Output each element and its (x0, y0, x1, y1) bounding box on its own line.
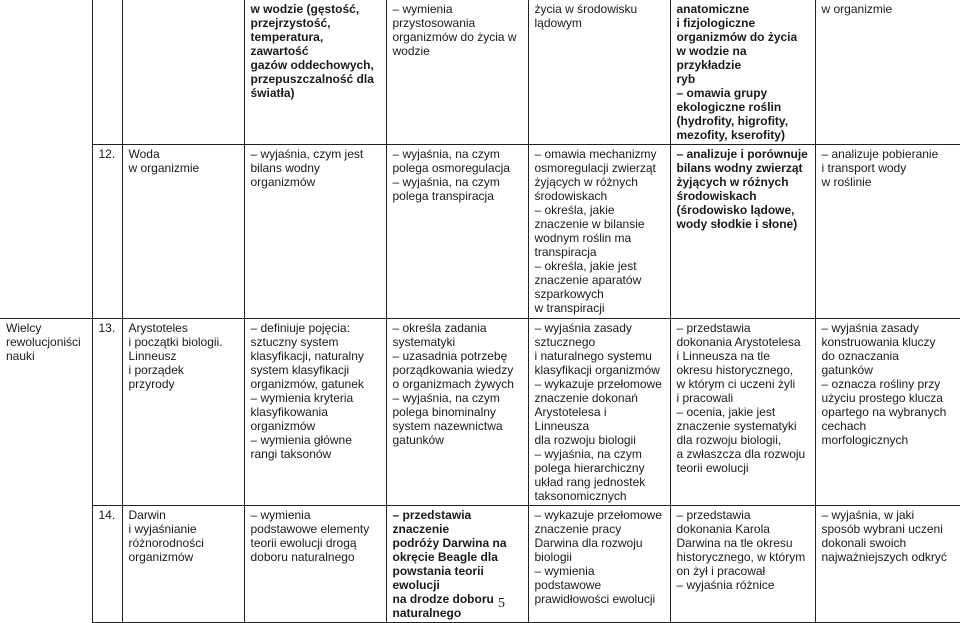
table-row (0, 0, 960, 145)
section-cell: Wielcy rewolucjoniści nauki (0, 319, 92, 506)
level-4-cell: – przedstawia dokonania Karola Darwina na tle okresu historycznego, w którym on żył i pracował – wyjaśnia różnice (670, 506, 815, 623)
level-5-cell: w organizmie (815, 0, 960, 145)
level-2-cell: – określa zadania systematyki – uzasadnia potrzebę porządkowania wiedzy o organizmach żywych – wyjaśnia, na czym polega binominalny system nazewnictwa gatunków (386, 319, 528, 506)
number-cell: 13. (92, 319, 122, 506)
level-3-cell: – omawia mechanizmy osmoregulacji zwierząt żyjących w różnych środowiskach – określa, jakie znaczenie w bilansie wodnym roślin ma transpiracja – określa, jakie jest znaczenie aparatów szparkowych w transpiracji (528, 145, 670, 319)
table-row (0, 145, 960, 319)
level-1-cell: – wyjaśnia, czym jest bilans wodny organizmów (244, 145, 386, 319)
topic-cell: Darwin i wyjaśnianie różnorodności organizmów (122, 506, 244, 623)
table-row (0, 319, 960, 506)
number-cell: 12. (92, 145, 122, 319)
level-3-cell: – wykazuje przełomowe znaczenie pracy Darwina dla rozwoju biologii – wymienia podstawowe prawidłowości ewolucji (528, 506, 670, 623)
level-2-cell: – przedstawia znaczenie podróży Darwina na okręcie Beagle dla powstania teorii ewolucji na drodze doboru naturalnego (386, 506, 528, 623)
level-3-cell: życia w środowisku lądowym (528, 0, 670, 145)
page-number: 5 (498, 596, 505, 611)
level-3-cell: – wyjaśnia zasady sztucznego i naturalnego systemu klasyfikacji organizmów – wykazuje przełomowe znaczenie dokonań Arystotelesa i Linneusza dla rozwoju biologii – wyjaśnia, na czym polega hierarchiczny układ rang jednostek taksonomicznych (528, 319, 670, 506)
topic-cell: Arystoteles i początki biologii. Linneusz i porządek przyrody (122, 319, 244, 506)
level-4-cell: – przedstawia dokonania Arystotelesa i Linneusza na tle okresu historycznego, w którym ci uczeni żyli i pracowali – ocenia, jakie jest znaczenie systematyki dla rozwoju biologii, a zwłaszcza dla rozwoju teorii ewolucji (670, 319, 815, 506)
level-1-cell: – definiuje pojęcia: sztuczny system klasyfikacji, naturalny system klasyfikacji organizmów, gatunek – wymienia kryteria klasyfikowania organizmów – wymienia główne rangi taksonów (244, 319, 386, 506)
number-cell: 14. (92, 506, 122, 623)
number-cell (92, 0, 122, 145)
topic-cell (122, 0, 244, 145)
level-5-cell: – analizuje pobieranie i transport wody w roślinie (815, 145, 960, 319)
level-5-cell: – wyjaśnia zasady konstruowania kluczy do oznaczania gatunków – oznacza rośliny przy użyciu prostego klucza opartego na wybranych cechach morfologicznych (815, 319, 960, 506)
section-cell (0, 506, 92, 623)
section-cell (0, 0, 92, 145)
level-4-cell: – analizuje i porównuje bilans wodny zwierząt żyjących w różnych środowiskach (środowisko lądowe, wody słodkie i słone) (670, 145, 815, 319)
level-5-cell: – wyjaśnia, w jaki sposób wybrani uczeni dokonali swoich najważniejszych odkryć (815, 506, 960, 623)
level-4-cell: anatomiczne i fizjologiczne organizmów do życia w wodzie na przykładzie ryb – omawia grupy ekologiczne roślin (hydrofity, higrofity, mezofity, kserofity) (670, 0, 815, 145)
level-2-cell: – wyjaśnia, na czym polega osmoregulacja – wyjaśnia, na czym polega transpiracja (386, 145, 528, 319)
section-cell (0, 145, 92, 319)
level-1-cell: w wodzie (gęstość, przejrzystość, temperatura, zawartość gazów oddechowych, przepuszczalność dla światła) (244, 0, 386, 145)
table-row (0, 506, 960, 623)
level-1-cell: – wymienia podstawowe elementy teorii ewolucji drogą doboru naturalnego (244, 506, 386, 623)
topic-cell: Woda w organizmie (122, 145, 244, 319)
level-2-cell: – wymienia przystosowania organizmów do życia w wodzie (386, 0, 528, 145)
